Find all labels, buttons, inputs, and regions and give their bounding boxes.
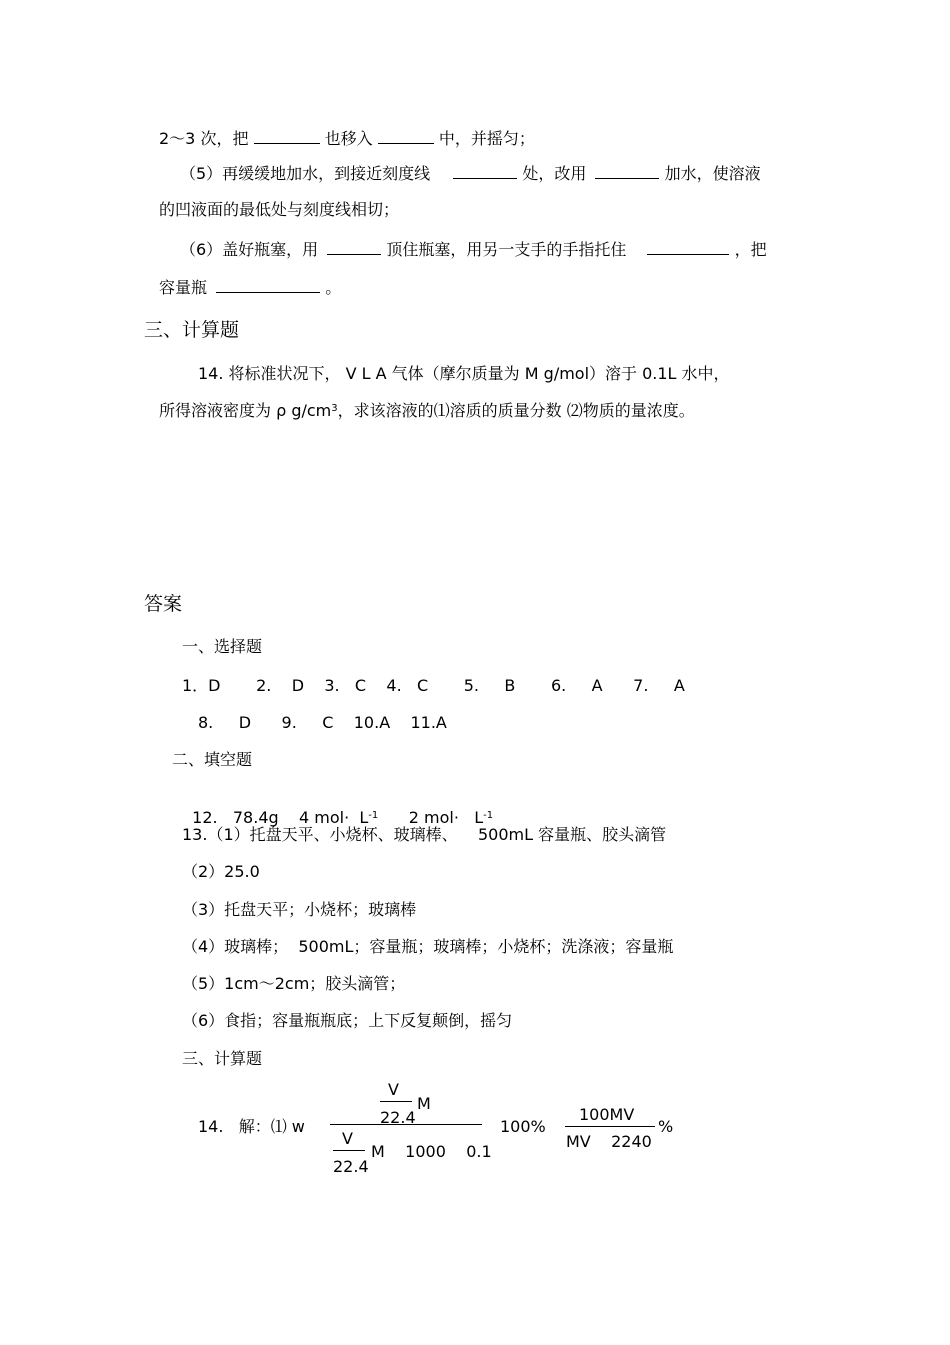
question-14-line-1: 14. 将标准状况下， V L A 气体（摩尔质量为 M g/mol）溶于 0.1L 水中，	[198, 364, 730, 383]
question-14-line-2	[159, 401, 695, 421]
fill-line-2-text-c: 加水，使溶液	[664, 164, 761, 183]
fill-line-5-text-b: 。	[325, 278, 342, 297]
answer-13-6: （6）食指；容量瓶瓶底；上下反复颠倒，摇匀	[182, 1011, 513, 1030]
question-14-text-b: ，求该溶液的⑴溶质的质量分数 ⑵物质的量浓度。	[337, 401, 695, 420]
answer-blank[interactable]	[327, 238, 381, 255]
answers-section-2-title: 二、填空题	[172, 750, 253, 769]
answers-choice-row-1: 1．D 2. D 3. C 4. C 5. B 6. A 7. A	[182, 676, 685, 695]
fill-line-5	[159, 276, 341, 298]
answer-13-5: （5）1cm～2cm；胶头滴管；	[182, 974, 406, 993]
fill-line-3	[159, 200, 399, 220]
formula-num-v: V	[388, 1080, 399, 1099]
fill-line-1	[159, 127, 535, 149]
fill-line-4-text-a: （6）盖好瓶塞，用	[180, 240, 319, 259]
formula-right-den: MV 2240	[566, 1132, 652, 1151]
formula-num-m: M	[417, 1094, 431, 1113]
formula-percent: 100%	[500, 1117, 546, 1136]
answer-12-text-b: 2 mol· L	[378, 808, 484, 827]
answer-blank[interactable]	[595, 162, 659, 179]
answer-12	[182, 788, 493, 828]
question-14-text-a: 所得溶液密度为 ρ g/cm	[159, 401, 332, 420]
superscript: -1	[483, 810, 494, 821]
den-fraction-line	[333, 1150, 365, 1151]
fill-line-4-text-c: ，把	[734, 240, 767, 259]
answer-13-4: （4）玻璃棒； 500mL；容量瓶；玻璃棒；小烧杯；洗涤液；容量瓶	[182, 937, 674, 956]
answer-13-2: （2）25.0	[182, 862, 260, 881]
superscript: 3	[331, 403, 338, 414]
answers-title: 答案	[144, 593, 183, 615]
section-title: 三、计算题	[144, 319, 240, 341]
answers-choice-row-2: 8. D 9. C 10.A 11.A	[198, 713, 447, 732]
answer-blank[interactable]	[216, 276, 320, 293]
fill-line-1-text-c: 中，并摇匀；	[438, 129, 535, 148]
answer-blank[interactable]	[378, 127, 434, 144]
answer-blank[interactable]	[453, 162, 517, 179]
formula-right-num: 100MV	[579, 1105, 635, 1124]
answer-13-1: 13.（1）托盘天平、小烧杯、玻璃棒、 500mL 容量瓶、胶头滴管	[182, 825, 667, 844]
fill-line-2-text-a: （5）再缓缓地加水，到接近刻度线	[180, 164, 431, 183]
answers-section-3-title: 三、计算题	[182, 1049, 263, 1068]
formula-den-v: V	[342, 1129, 353, 1148]
fill-line-2-text-b: 处，改用	[522, 164, 587, 183]
main-fraction-line	[330, 1124, 482, 1125]
answer-blank[interactable]	[254, 127, 320, 144]
answer-12-text-a: 12. 78.4g 4 mol· L	[192, 808, 369, 827]
fill-line-3-text: 的凹液面的最低处与刻度线相切；	[159, 200, 400, 219]
fill-line-1-text-b: 也移入	[324, 129, 373, 148]
formula-den-22-4: 22.4	[333, 1157, 369, 1176]
answer-13-3: （3）托盘天平；小烧杯；玻璃棒	[182, 900, 417, 919]
formula-prefix: 14. 解：⑴ w	[198, 1117, 305, 1136]
right-fraction-line	[565, 1126, 655, 1127]
inner-fraction-line	[380, 1101, 412, 1102]
fill-line-2	[180, 162, 761, 184]
answers-section-1-title: 一、选择题	[182, 637, 263, 656]
fill-line-4-text-b: 顶住瓶塞，用另一支手的手指托住	[386, 240, 627, 259]
formula-num-22-4: 22.4	[380, 1108, 416, 1127]
fill-line-4	[180, 238, 767, 260]
fill-line-5-text-a: 容量瓶	[159, 278, 208, 297]
formula-right-percent: %	[658, 1117, 674, 1136]
superscript: -1	[368, 810, 379, 821]
formula-den-rest: M 1000 0.1	[371, 1142, 492, 1161]
answer-blank[interactable]	[647, 238, 729, 255]
fill-line-1-text-a: 2～3 次，把	[159, 129, 249, 148]
